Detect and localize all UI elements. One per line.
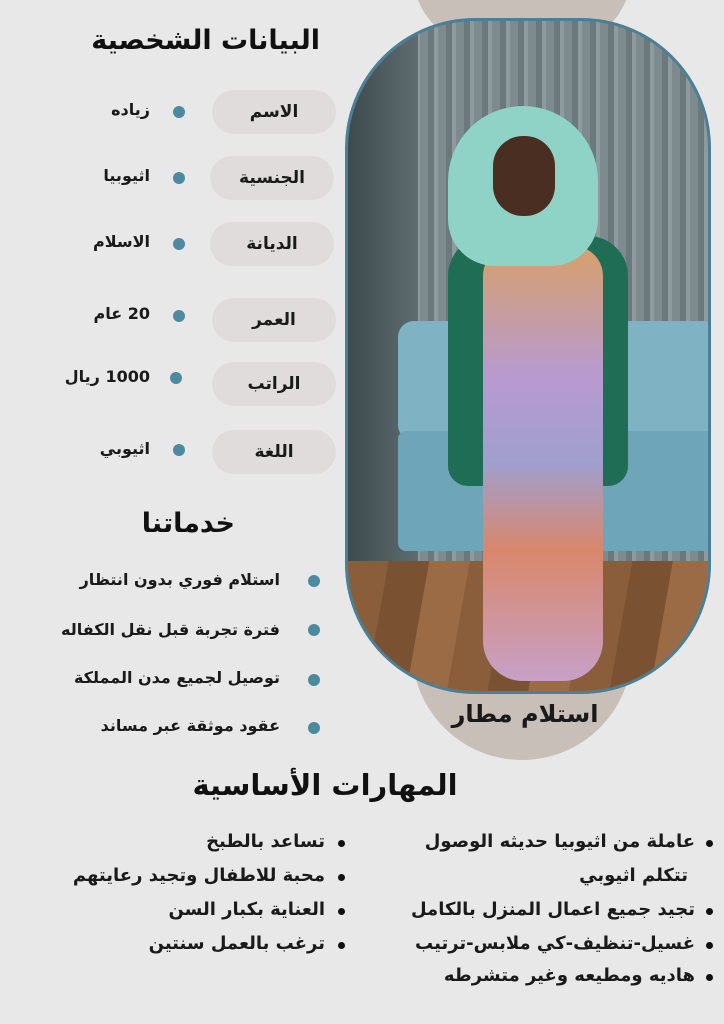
person-dress — [483, 246, 603, 681]
bullet-dot — [173, 310, 185, 322]
label-nationality: الجنسية — [210, 156, 334, 200]
label-religion: الديانة — [210, 222, 334, 266]
bullet-dot — [338, 908, 345, 915]
bullet-dot — [173, 172, 185, 184]
value-nationality: اثيوبيا — [103, 166, 150, 185]
skills-title: المهارات الأساسية — [192, 768, 458, 802]
bullet-dot — [338, 874, 345, 881]
bullet-dot — [338, 942, 345, 949]
bullet-dot — [173, 444, 185, 456]
bullet-dot — [706, 942, 713, 949]
services-title: خدماتنا — [141, 508, 235, 539]
value-language: اثيوبي — [99, 439, 150, 458]
service-item: عقود موثقة عبر مساند — [100, 716, 280, 735]
skill-item: تجيد جميع اعمال المنزل بالكامل — [410, 899, 695, 920]
label-age: العمر — [212, 298, 336, 342]
skill-item: تساعد بالطبخ — [206, 831, 325, 852]
bullet-dot — [308, 575, 320, 587]
skill-item: عاملة من اثيوبيا حديثه الوصول — [424, 831, 695, 852]
skill-item: محبة للاطفال وتجيد رعايتهم — [72, 865, 325, 886]
skill-item: ترغب بالعمل سنتين — [148, 933, 325, 954]
value-religion: الاسلام — [92, 232, 150, 251]
bullet-dot — [706, 840, 713, 847]
bullet-dot — [706, 974, 713, 981]
bullet-dot — [170, 372, 182, 384]
skill-item: تتكلم اثيوبي — [579, 865, 688, 886]
label-salary: الراتب — [212, 362, 336, 406]
bullet-dot — [338, 840, 345, 847]
skill-item: هاديه ومطيعه وغير متشرطه — [443, 965, 695, 986]
service-item: توصيل لجميع مدن المملكة — [73, 668, 280, 687]
worker-photo — [345, 18, 711, 694]
label-language: اللغة — [212, 430, 336, 474]
value-name: زياده — [111, 100, 150, 119]
service-item: فترة تجربة قبل نقل الكفاله — [60, 620, 280, 639]
skill-item: غسيل-تنظيف-كي ملابس-ترتيب — [415, 933, 695, 954]
value-salary: 1000 ريال — [64, 367, 150, 386]
photo-person — [348, 21, 708, 691]
service-item: استلام فوري بدون انتظار — [79, 570, 280, 589]
bullet-dot — [706, 908, 713, 915]
photo-caption: استلام مطار — [451, 700, 599, 728]
skill-item: العناية بكبار السن — [168, 899, 325, 920]
bullet-dot — [308, 674, 320, 686]
bullet-dot — [308, 624, 320, 636]
bullet-dot — [173, 106, 185, 118]
person-face — [493, 136, 555, 216]
bullet-dot — [308, 722, 320, 734]
label-name: الاسم — [212, 90, 336, 134]
value-age: 20 عام — [93, 304, 150, 323]
bullet-dot — [173, 238, 185, 250]
personal-info-title: البيانات الشخصية — [91, 25, 320, 56]
